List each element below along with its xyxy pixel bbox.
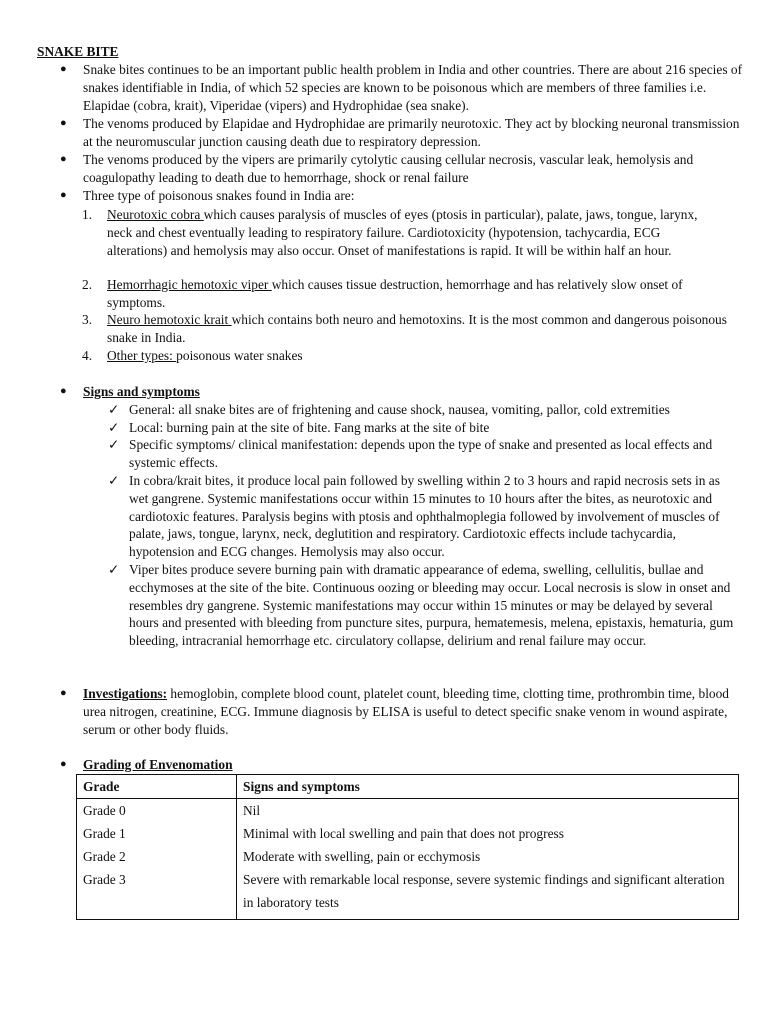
list-number: 1.: [82, 207, 93, 222]
table-row: [77, 822, 739, 845]
snake-type-description: poisonous water snakes: [176, 348, 303, 363]
section-heading: Grading of Envenomation: [83, 757, 233, 772]
grade-cell: Grade 0: [77, 799, 237, 823]
snake-type-term: Neuro hemotoxic krait: [107, 312, 232, 327]
table-row: [77, 845, 739, 868]
bullet-paragraph: The venoms produced by the vipers are primarily cytolytic causing cellular necrosis, vascular leak, hemolysis and coagulopathy leading to death due to hemorrhage, shock or renal failure: [83, 152, 694, 185]
signs-cell: Nil: [243, 803, 261, 818]
symptom-item: General: all snake bites are of frightening and cause shock, nausea, vomiting, pallor, cold extremities: [129, 402, 670, 417]
checkmark-icon: ✓: [108, 402, 120, 417]
investigations-text: hemoglobin, complete blood count, platelet count, bleeding time, clotting time, prothrombin time, blood urea nitrogen, creatinine, ECG. Immune diagnosis by ELISA is useful to detect specific snake venom in wound aspirate, serum or other body fluids.: [83, 686, 730, 737]
bullet-icon: ●: [60, 153, 67, 165]
grading-table: [76, 774, 739, 920]
snake-type-item: [107, 206, 717, 259]
signs-cell: Moderate with swelling, pain or ecchymosis: [243, 849, 481, 864]
column-header: Grade: [77, 775, 237, 799]
bullet-icon: ●: [60, 63, 67, 75]
bullet-icon: ●: [60, 758, 67, 770]
snake-type-description: which causes tissue destruction, hemorrhage and has relatively slow onset of symptoms.: [107, 277, 683, 310]
grade-cell: Grade 3: [77, 868, 237, 920]
bullet-icon: ●: [60, 687, 67, 699]
investigations-label: Investigations:: [83, 686, 168, 701]
table-header-row: [77, 775, 739, 799]
checkmark-icon: ✓: [108, 437, 120, 452]
snake-type-item: [107, 347, 727, 365]
table-row: [77, 799, 739, 823]
bullet-paragraph: Snake bites continues to be an important public health problem in India and other countries. There are about 216 species of snakes identifiable in India, of which 52 species are known to be poisonous which are members of three families i.e. Elapidae (cobra, krait), Viperidae (vipers) and Hydrophidae (sea snake).: [83, 62, 743, 113]
checkmark-icon: ✓: [108, 473, 120, 488]
section-heading: Signs and symptoms: [83, 384, 200, 399]
checkmark-icon: ✓: [108, 562, 120, 577]
bullet-icon: ●: [60, 189, 67, 201]
checkmark-icon: ✓: [108, 420, 120, 435]
page-title: SNAKE BITE: [37, 44, 119, 59]
list-number: 2.: [82, 277, 93, 292]
bullet-paragraph: Three type of poisonous snakes found in India are:: [83, 188, 355, 203]
bullet-icon: ●: [60, 385, 67, 397]
list-number: 3.: [82, 312, 93, 327]
symptom-item: Specific symptoms/ clinical manifestation: depends upon the type of snake and presented as local effects and systemic effects.: [129, 437, 713, 470]
symptom-item: In cobra/krait bites, it produce local pain followed by swelling within 2 to 3 hours and rapid necrosis sets in as wet gangrene. Systemic manifestations occur within 15 minutes to 10 hours after the bites, as neurotoxic and cardiotoxic features. Paralysis begins with ptosis and ophthalmoplegia followed by involvement of muscles of palate, jaws, tongue, larynx, neck, deglutition and respiratory. Cardiotoxic effects include tachycardia, hypotension and ECG changes. Hemolysis may also occur.: [129, 473, 720, 560]
signs-cell: Minimal with local swelling and pain that does not progress: [243, 826, 564, 841]
snake-type-description: which causes paralysis of muscles of eyes (ptosis in particular), palate, jaws, tongue, larynx, neck and chest eventually leading to respiratory failure. Cardiotoxicity (hypotension, tachycardia, ECG alterations) and hemolysis may also occur. Onset of manifestations is rapid. It will be within half an hour.: [107, 207, 698, 258]
table-row: [77, 868, 739, 920]
symptom-item: Local: burning pain at the site of bite. Fang marks at the site of bite: [129, 420, 490, 435]
snake-type-item: [107, 276, 727, 312]
bullet-icon: ●: [60, 117, 67, 129]
symptom-item: Viper bites produce severe burning pain with dramatic appearance of edema, swelling, cellulitis, bullae and ecchymoses at the site of the bite. Continuous oozing or bleeding may occur. Local necrosis is slow in onset and resembles dry gangrene. Systemic manifestations may occur within 15 minutes or may be delayed by several hours and presented with bleeding from puncture sites, purpura, hematemesis, melena, epistaxis, hematuria, gum bleeding, intracranial hemorrhage etc. circulatory collapse, delirium and renal failure may occur.: [129, 562, 734, 649]
snake-type-term: Hemorrhagic hemotoxic viper: [107, 277, 272, 292]
snake-type-description: which contains both neuro and hemotoxins. It is the most common and dangerous poisonous snake in India.: [107, 312, 727, 345]
column-header: Signs and symptoms: [237, 775, 739, 799]
snake-type-term: Other types:: [107, 348, 177, 363]
grade-cell: Grade 2: [77, 845, 237, 868]
snake-type-term: Neurotoxic cobra: [107, 207, 204, 222]
bullet-paragraph: The venoms produced by Elapidae and Hydrophidae are primarily neurotoxic. They act by blocking neuronal transmission at the neuromuscular junction causing death due to respiratory depression.: [83, 116, 740, 149]
investigations-paragraph: [83, 685, 743, 738]
signs-cell: Severe with remarkable local response, severe systemic findings and significant alteration in laboratory tests: [243, 872, 725, 910]
grade-cell: Grade 1: [77, 822, 237, 845]
list-number: 4.: [82, 348, 93, 363]
snake-type-item: [107, 311, 727, 347]
